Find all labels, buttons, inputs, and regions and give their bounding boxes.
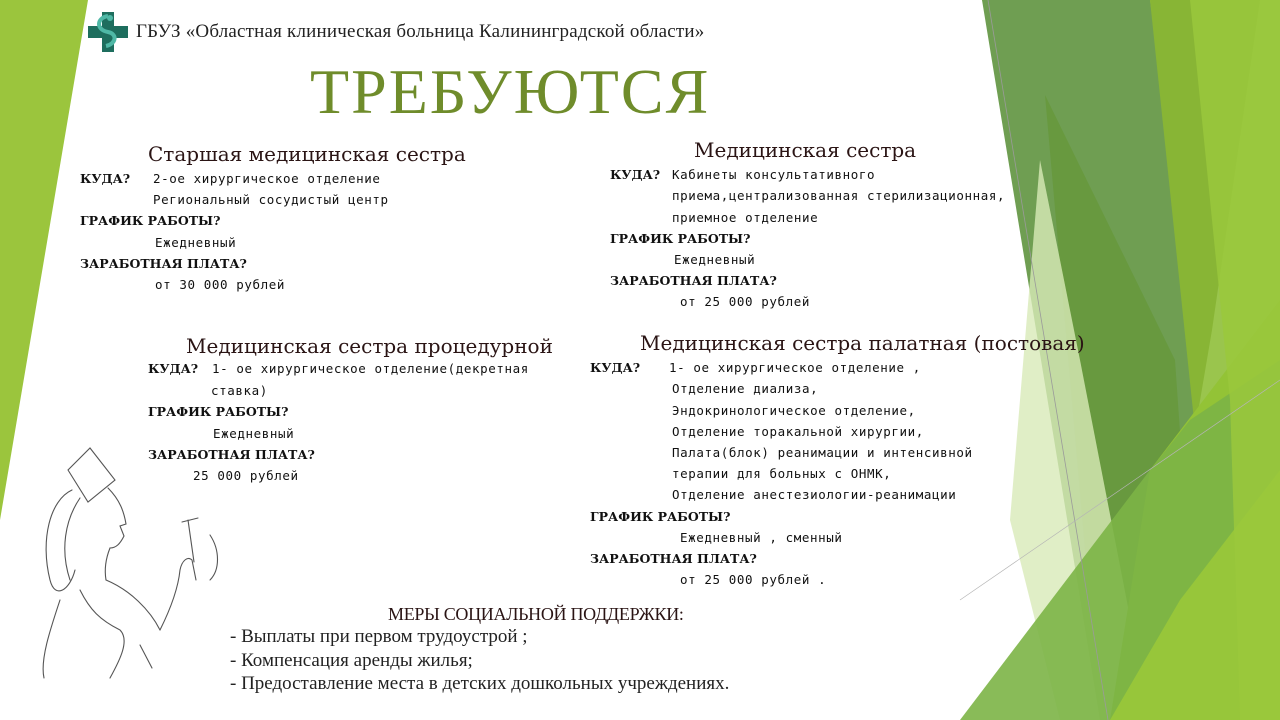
vacancy-title: Старшая медицинская сестра (148, 142, 466, 166)
schedule-label: ГРАФИК РАБОТЫ? (148, 404, 289, 419)
schedule-value: Ежедневный (155, 235, 237, 250)
schedule-label: ГРАФИК РАБОТЫ? (80, 213, 221, 228)
where-value: Отделение диализа, (672, 381, 819, 396)
benefit-item: - Предоставление места в детских дошкольных учреждениях. (230, 673, 730, 694)
salary-label: ЗАРАБОТНАЯ ПЛАТА? (80, 256, 247, 271)
salary-value: от 25 000 рублей (680, 294, 811, 309)
salary-value: от 25 000 рублей . (680, 572, 827, 587)
vacancy-title: Медицинская сестра (694, 138, 917, 162)
where-value: Кабинеты консультативного (672, 167, 876, 182)
salary-label: ЗАРАБОТНАЯ ПЛАТА? (148, 447, 315, 462)
where-value: ставка) (211, 383, 268, 398)
schedule-value: Ежедневный (213, 426, 295, 441)
salary-label: ЗАРАБОТНАЯ ПЛАТА? (590, 551, 757, 566)
where-value: приемное отделение (672, 210, 819, 225)
where-value: терапии для больных с ОНМК, (672, 466, 892, 481)
salary-value: от 30 000 рублей (155, 277, 286, 292)
vacancy-title: Медицинская сестра палатная (постовая) (640, 331, 1085, 355)
where-value: Отделение анестезиологии-реанимации (672, 487, 957, 502)
where-value: 2-ое хирургическое отделение (153, 171, 381, 186)
benefit-item: - Выплаты при первом трудоустрой ; (230, 626, 528, 647)
medical-cross-snake-icon (86, 10, 130, 54)
schedule-label: ГРАФИК РАБОТЫ? (610, 231, 751, 246)
where-label: КУДА? (148, 361, 199, 376)
where-value: Палата(блок) реанимации и интенсивной (672, 445, 973, 460)
header (86, 10, 704, 54)
where-label: КУДА? (80, 171, 131, 186)
where-value: приема,централизованная стерилизационная, (672, 188, 1006, 203)
where-value: Региональный сосудистый центр (153, 192, 389, 207)
where-label: КУДА? (590, 360, 641, 375)
schedule-value: Ежедневный , сменный (680, 530, 843, 545)
organization-name: ГБУЗ «Областная клиническая больница Калининградской области» (136, 21, 705, 42)
vacancy-title: Медицинская сестра процедурной (186, 334, 553, 358)
salary-label: ЗАРАБОТНАЯ ПЛАТА? (610, 273, 777, 288)
nurse-sketch-illustration (20, 440, 230, 680)
where-value: 1- ое хирургическое отделение(декретная (212, 361, 529, 376)
benefit-item: - Компенсация аренды жилья; (230, 650, 473, 671)
schedule-value: Ежедневный (674, 252, 756, 267)
schedule-label: ГРАФИК РАБОТЫ? (590, 509, 731, 524)
salary-value: 25 000 рублей (193, 468, 299, 483)
page-title: ТРЕБУЮТСЯ (310, 56, 711, 127)
benefits-title: МЕРЫ СОЦИАЛЬНОЙ ПОДДЕРЖКИ: (388, 604, 684, 624)
where-label: КУДА? (610, 167, 661, 182)
where-value: Отделение торакальной хирургии, (672, 424, 924, 439)
where-value: Эндокринологическое отделение, (672, 403, 916, 418)
where-value: 1- ое хирургическое отделение , (669, 360, 921, 375)
